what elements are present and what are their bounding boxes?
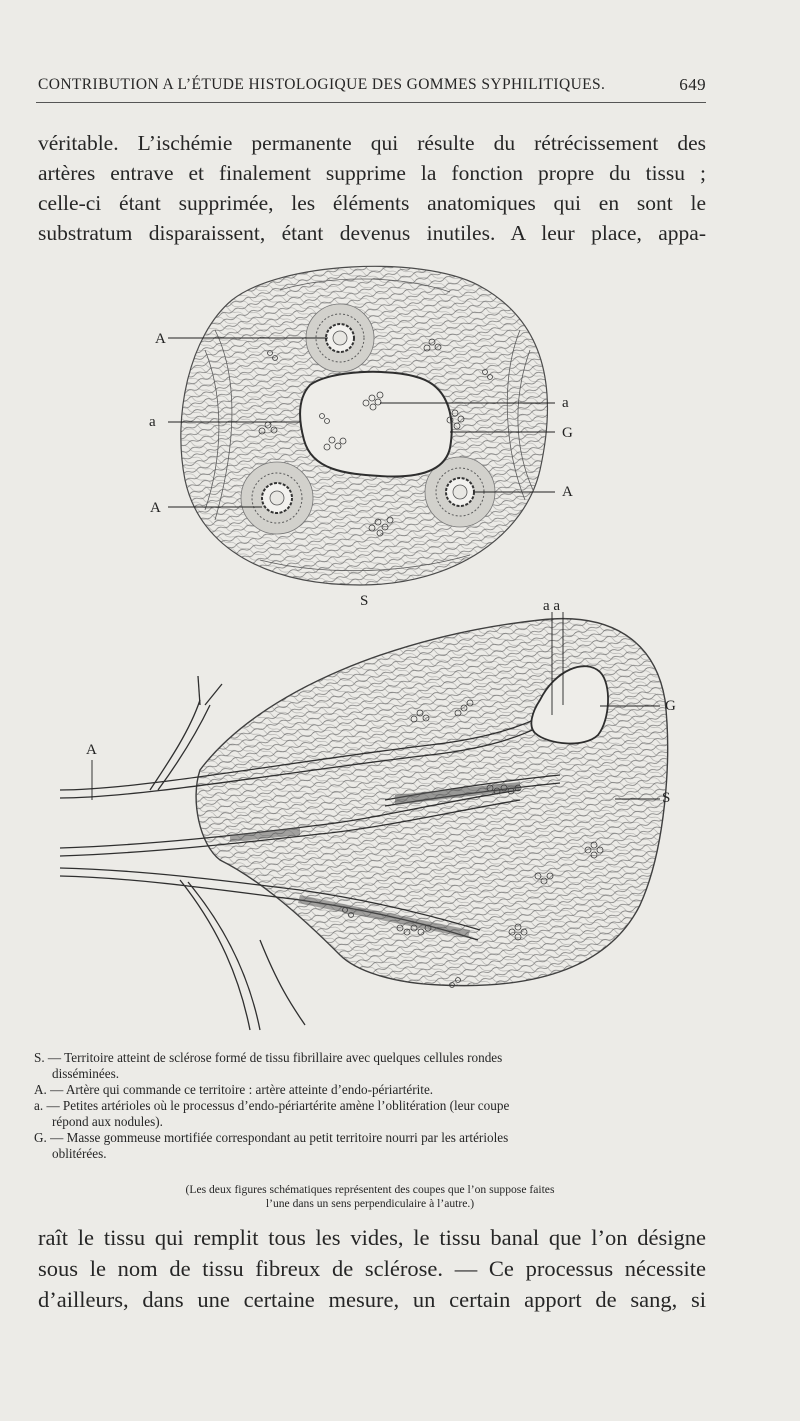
caption-line: oblitérées. <box>52 1146 107 1161</box>
label-A: A <box>155 331 166 347</box>
caption-line: A. — Artère qui commande ce territoire : artère atteinte d’endo-périartérite. <box>34 1082 434 1097</box>
label-A: A <box>562 484 573 500</box>
caption-line: S. — Territoire atteint de sclérose formé de tissu fibrillaire avec quelques cellules rondes <box>34 1050 503 1065</box>
label-aa: a a <box>543 598 561 614</box>
label-G: G <box>562 425 573 441</box>
longitudinal-section-figure <box>60 598 676 1030</box>
text-line: sous le nom de tissu fibreux de sclérose. — Ce processus nécessite <box>38 1256 706 1281</box>
note-line: l’une dans un sens perpendiculaire à l’autre.) <box>265 1197 475 1210</box>
label-a: a <box>562 395 569 411</box>
page-number: 649 <box>679 75 706 94</box>
figure-caption <box>34 1050 706 1162</box>
label-S: S <box>360 593 369 609</box>
text-line: celle-ci étant supprimée, les éléments anatomiques qui en sont le <box>38 191 706 215</box>
figure-note <box>110 1183 630 1211</box>
artery-node <box>241 462 313 534</box>
caption-line: a. — Petites artérioles où le processus d’endo-périartérite amène l’oblitération (leur coupe <box>34 1098 510 1113</box>
caption-line: G. — Masse gommeuse mortifiée correspondant au petit territoire nourri par les artérioles <box>34 1130 509 1145</box>
caption-line: répond aux nodules). <box>52 1114 163 1129</box>
text-line: artères entrave et finalement supprime la fonction propre du tissu ; <box>38 161 706 185</box>
gummatous-mass <box>300 372 452 477</box>
label-a: a <box>149 414 156 430</box>
text-line: véritable. L’ischémie permanente qui résulte du rétrécissement des <box>38 131 706 155</box>
text-line: substratum disparaissent, étant devenus inutiles. A leur place, appa- <box>38 221 706 245</box>
label-A: A <box>150 500 161 516</box>
label-S: S <box>662 790 671 806</box>
running-title: CONTRIBUTION A L’ÉTUDE HISTOLOGIQUE DES GOMMES SYPHILITIQUES. <box>38 76 606 93</box>
body-paragraph-bottom <box>38 1222 706 1315</box>
text-line: raît le tissu qui remplit tous les vides, le tissu banal que l’on désigne <box>38 1225 706 1250</box>
cross-section-figure <box>149 266 573 609</box>
caption-line: disséminées. <box>52 1066 120 1081</box>
note-line: (Les deux figures schématiques représentent des coupes que l’on suppose faites <box>185 1183 555 1196</box>
label-G: G <box>665 698 676 714</box>
label-A: A <box>86 742 97 758</box>
text-line: d’ailleurs, dans une certaine mesure, un certain apport de sang, si <box>38 1287 706 1312</box>
